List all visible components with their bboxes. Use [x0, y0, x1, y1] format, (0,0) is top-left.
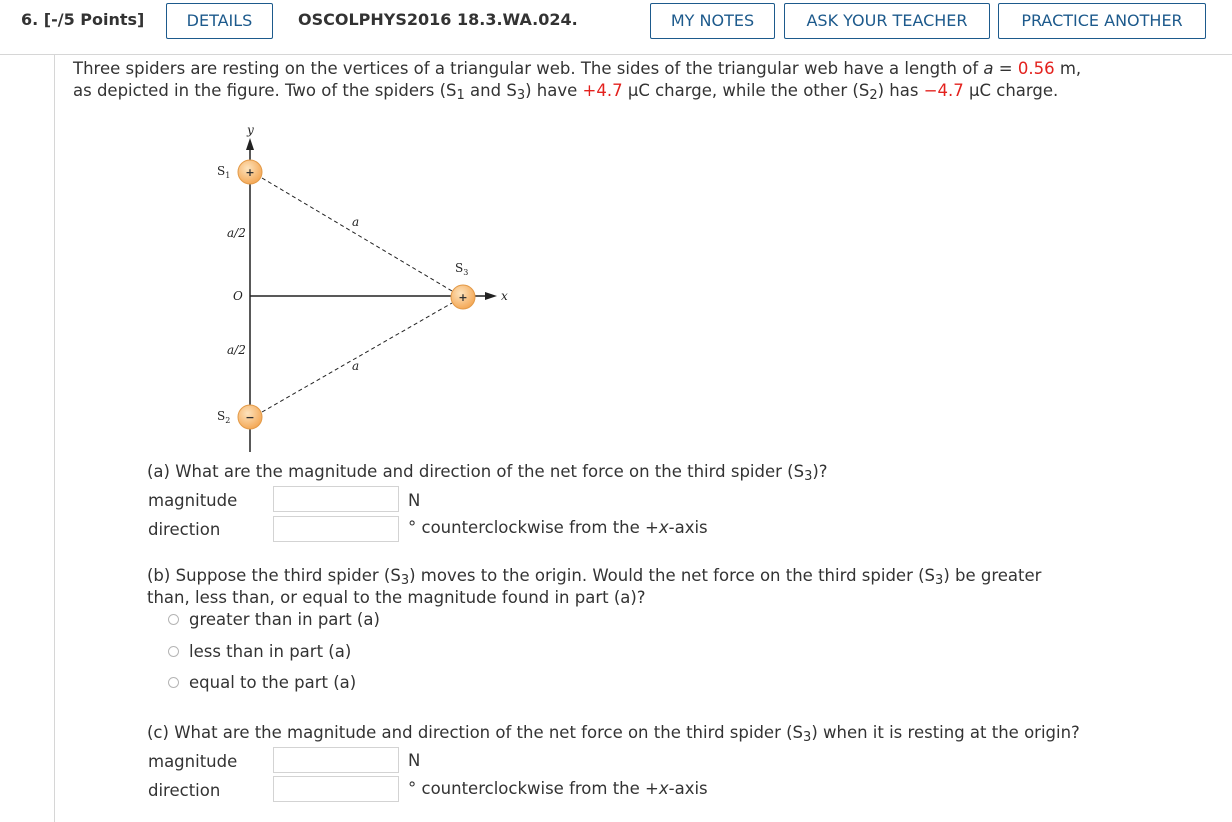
question-text-part: μC charge, while the other (S: [622, 81, 870, 100]
negative-charge-value: −4.7: [923, 81, 964, 100]
radio-button-icon[interactable]: [168, 677, 179, 688]
side-top-label: a: [352, 215, 360, 229]
assignment-id: OSCOLPHYS2016 18.3.WA.024.: [298, 10, 578, 29]
side-length-value: 0.56: [1017, 59, 1055, 78]
option-label: equal to the part (a): [189, 672, 357, 692]
origin-label: O: [233, 289, 243, 303]
side-bottom-label: a: [352, 359, 360, 373]
part-c-direction-unit: [408, 779, 708, 798]
subscript: 3: [516, 88, 526, 103]
positive-charge-value: +4.7: [582, 81, 623, 100]
option-label: less than in part (a): [189, 641, 352, 661]
subscript: 3: [400, 573, 410, 588]
my-notes-button[interactable]: MY NOTES: [650, 3, 775, 39]
part-c-text: (c) What are the magnitude and direction of the net force on the third spider (S: [147, 723, 804, 742]
part-b-text: ) moves to the origin. Would the net force on the third spider (S: [409, 566, 936, 585]
question-text-part: and S: [464, 81, 517, 100]
left-gutter-line: [54, 55, 55, 822]
part-b-line-2: than, less than, or equal to the magnitude found in part (a)?: [147, 588, 646, 607]
part-c-question: [147, 722, 1080, 744]
unit-variable: x: [658, 779, 669, 798]
x-axis-arrow: [485, 292, 497, 300]
part-b-text: (b) Suppose the third spider (S: [147, 566, 401, 585]
question-header: [0, 0, 1232, 55]
ask-your-teacher-button[interactable]: ASK YOUR TEACHER: [784, 3, 990, 39]
subscript: 3: [803, 730, 812, 745]
part-c-magnitude-input[interactable]: [273, 747, 399, 773]
points-label: 6. [-/5 Points]: [21, 10, 145, 29]
unit-text: -axis: [668, 518, 708, 537]
question-text-part: μC charge.: [963, 81, 1059, 100]
part-b-line-1: [147, 565, 1207, 587]
y-axis-arrow: [246, 138, 254, 150]
unit-text: ° counterclockwise from the +: [408, 779, 659, 798]
part-a-text: )?: [812, 462, 828, 481]
x-axis-label: x: [501, 289, 508, 303]
question-line-2: [73, 80, 1213, 102]
subscript: 3: [804, 469, 813, 484]
part-c-magnitude-unit: N: [408, 751, 421, 770]
minus-sign-icon: −: [245, 411, 255, 424]
s1-label: $S_1$: [217, 164, 231, 180]
half-a-top-label: a/2: [227, 226, 246, 240]
subscript: 1: [456, 88, 465, 103]
part-c-magnitude-label: magnitude: [148, 752, 238, 771]
option-label: greater than in part (a): [189, 609, 380, 629]
unit-text: -axis: [668, 779, 708, 798]
question-text-part: ) have: [525, 81, 583, 100]
question-text-part: Three spiders are resting on the vertices of a triangular web. The sides of the triangular web have a length of: [73, 59, 984, 78]
subscript: 2: [869, 88, 878, 103]
part-c-direction-input[interactable]: [273, 776, 399, 802]
s3-label: $S_3$: [455, 261, 469, 277]
plus-sign-icon: +: [245, 166, 255, 179]
side-bottom-dashed: [262, 303, 452, 412]
part-a-direction-label: direction: [148, 520, 221, 539]
part-a-question: [147, 461, 828, 483]
question-text: [73, 58, 1213, 102]
practice-another-button[interactable]: PRACTICE ANOTHER: [998, 3, 1206, 39]
question-text-part: =: [993, 59, 1018, 78]
part-c-text: ) when it is resting at the origin?: [811, 723, 1080, 742]
triangle-web-figure: [205, 120, 525, 460]
half-a-bottom-label: a/2: [227, 343, 246, 357]
option-less[interactable]: [168, 640, 351, 662]
subscript: 3: [935, 573, 944, 588]
s2-label: $S_2$: [217, 409, 231, 425]
part-a-direction-unit: [408, 518, 708, 537]
part-a-magnitude-unit: N: [408, 491, 421, 510]
part-b-question: [147, 565, 1207, 609]
details-button[interactable]: DETAILS: [166, 3, 273, 39]
figure-svg: [205, 120, 525, 460]
part-a-text: (a) What are the magnitude and direction of the net force on the third spider (S: [147, 462, 805, 481]
option-equal[interactable]: [168, 671, 356, 693]
question-text-part: ) has: [877, 81, 924, 100]
question-line-1: [73, 58, 1213, 80]
unit-variable: x: [658, 518, 669, 537]
part-a-direction-input[interactable]: [273, 516, 399, 542]
question-text-part: m,: [1054, 59, 1082, 78]
y-axis-label: y: [247, 123, 254, 137]
part-a-magnitude-input[interactable]: [273, 486, 399, 512]
variable-a: a: [983, 59, 994, 78]
part-c-direction-label: direction: [148, 781, 221, 800]
plus-sign-icon: +: [458, 291, 468, 304]
radio-button-icon[interactable]: [168, 614, 179, 625]
option-greater[interactable]: [168, 608, 380, 630]
radio-button-icon[interactable]: [168, 646, 179, 657]
question-text-part: as depicted in the figure. Two of the spiders (S: [73, 81, 457, 100]
part-a-magnitude-label: magnitude: [148, 491, 238, 510]
unit-text: ° counterclockwise from the +: [408, 518, 659, 537]
part-b-text: ) be greater: [943, 566, 1042, 585]
side-top-dashed: [262, 178, 452, 291]
